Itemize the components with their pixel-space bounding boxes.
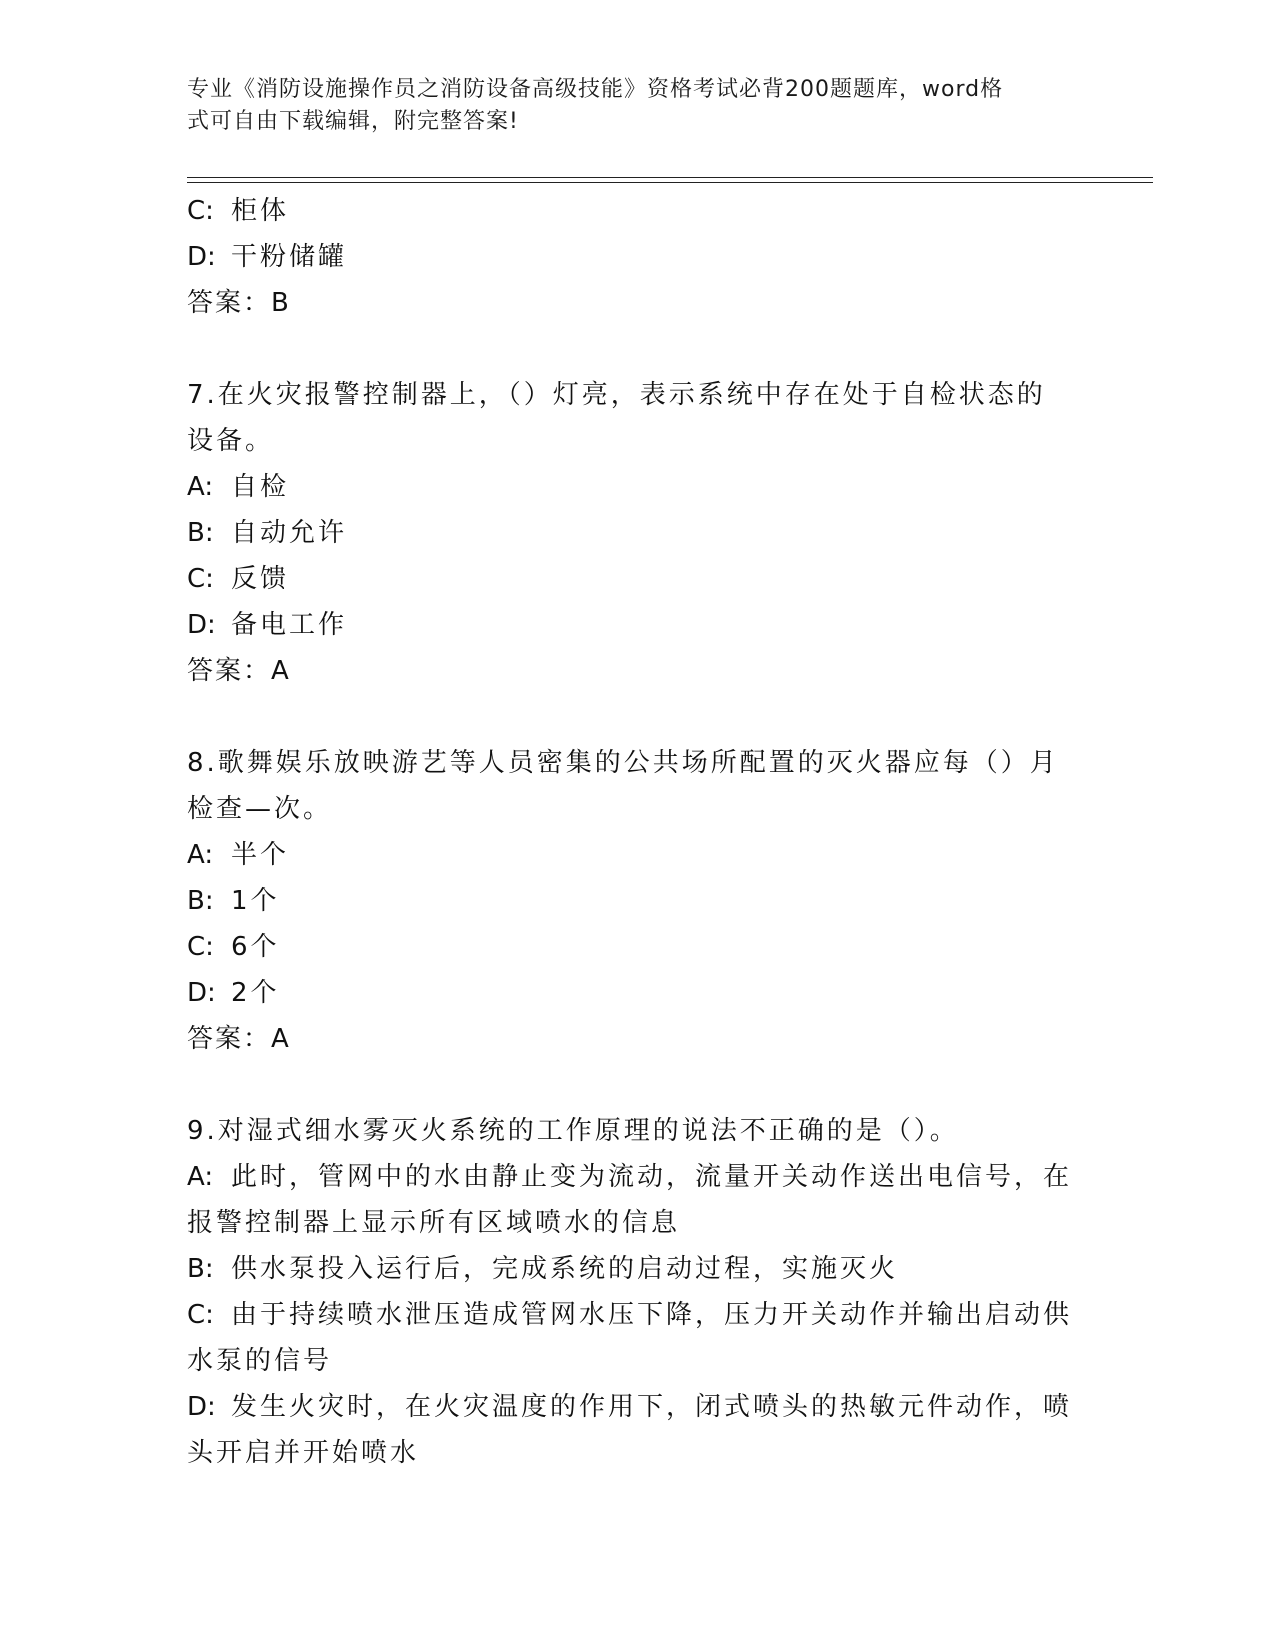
option-label: D: [187, 1392, 216, 1422]
option-b [187, 510, 1087, 556]
question-stem-line-1: 8.歌舞娱乐放映游艺等人员密集的公共场所配置的灭火器应每（）月 [187, 748, 1059, 778]
option-label: C: [187, 196, 214, 226]
question-stem-line-1: 9.对湿式细水雾灭火系统的工作原理的说法不正确的是（）。 [187, 1116, 959, 1146]
option-b [187, 1246, 1087, 1292]
option-label: C: [187, 564, 214, 594]
header-line-1: 专业《消防设施操作员之消防设备高级技能》资格考试必背200题题库，word格 [187, 77, 1004, 102]
question-9 [187, 1108, 1087, 1476]
option-d [187, 234, 1087, 280]
option-label: B: [187, 1254, 214, 1284]
option-label: D: [187, 610, 216, 640]
option-text: 2个 [231, 978, 280, 1008]
option-text: 自检 [231, 472, 290, 502]
question-8 [187, 740, 1087, 1062]
question-stem-line-2: 检查—次。 [187, 794, 333, 824]
option-d-continuation: 头开启并开始喷水 [187, 1438, 420, 1468]
option-text: 供水泵投入运行后，完成系统的启动过程，实施灭火 [231, 1254, 899, 1284]
option-text: 备电工作 [231, 610, 348, 640]
option-d [187, 602, 1087, 648]
option-text: 干粉储罐 [231, 242, 348, 272]
option-c-continuation: 水泵的信号 [187, 1346, 333, 1376]
spacer [187, 326, 1087, 372]
option-text: 反馈 [231, 564, 290, 594]
answer-line: 答案：B [187, 288, 291, 318]
option-label: C: [187, 1300, 214, 1330]
question-stem-line-1: 7.在火灾报警控制器上，（）灯亮，表示系统中存在处于自检状态的 [187, 380, 1046, 410]
spacer [187, 694, 1087, 740]
option-b [187, 878, 1087, 924]
option-a [187, 832, 1087, 878]
option-text: 由于持续喷水泄压造成管网水压下降，压力开关动作并输出启动供 [231, 1300, 1073, 1330]
question-stem-line-2: 设备。 [187, 426, 275, 456]
option-c [187, 1292, 1087, 1338]
question-7 [187, 372, 1087, 694]
header-line-2: 式可自由下载编辑，附完整答案! [187, 109, 519, 134]
answer-line: 答案：A [187, 656, 291, 686]
answer-line: 答案：A [187, 1024, 291, 1054]
option-text: 柜体 [231, 196, 290, 226]
header-divider-bottom [187, 182, 1153, 183]
option-label: B: [187, 886, 214, 916]
option-text: 发生火灾时，在火灾温度的作用下，闭式喷头的热敏元件动作，喷 [231, 1392, 1073, 1422]
option-label: A: [187, 840, 214, 870]
header-divider-top [187, 177, 1153, 178]
option-d [187, 1384, 1087, 1430]
option-text: 1个 [231, 886, 280, 916]
option-label: C: [187, 932, 214, 962]
option-label: B: [187, 518, 214, 548]
option-label: D: [187, 978, 216, 1008]
option-label: D: [187, 242, 216, 272]
option-label: A: [187, 1162, 214, 1192]
option-a [187, 464, 1087, 510]
option-label: A: [187, 472, 214, 502]
option-c [187, 188, 1087, 234]
option-text: 此时，管网中的水由静止变为流动，流量开关动作送出电信号，在 [231, 1162, 1073, 1192]
option-text: 半个 [231, 840, 290, 870]
option-text: 自动允许 [231, 518, 348, 548]
option-d [187, 970, 1087, 1016]
option-a-continuation: 报警控制器上显示所有区域喷水的信息 [187, 1208, 681, 1238]
option-a [187, 1154, 1087, 1200]
option-c [187, 556, 1087, 602]
spacer [187, 1062, 1087, 1108]
question-6-continuation [187, 188, 1087, 326]
option-c [187, 924, 1087, 970]
document-header [187, 74, 1067, 138]
document-body [187, 188, 1087, 1476]
option-text: 6个 [231, 932, 280, 962]
